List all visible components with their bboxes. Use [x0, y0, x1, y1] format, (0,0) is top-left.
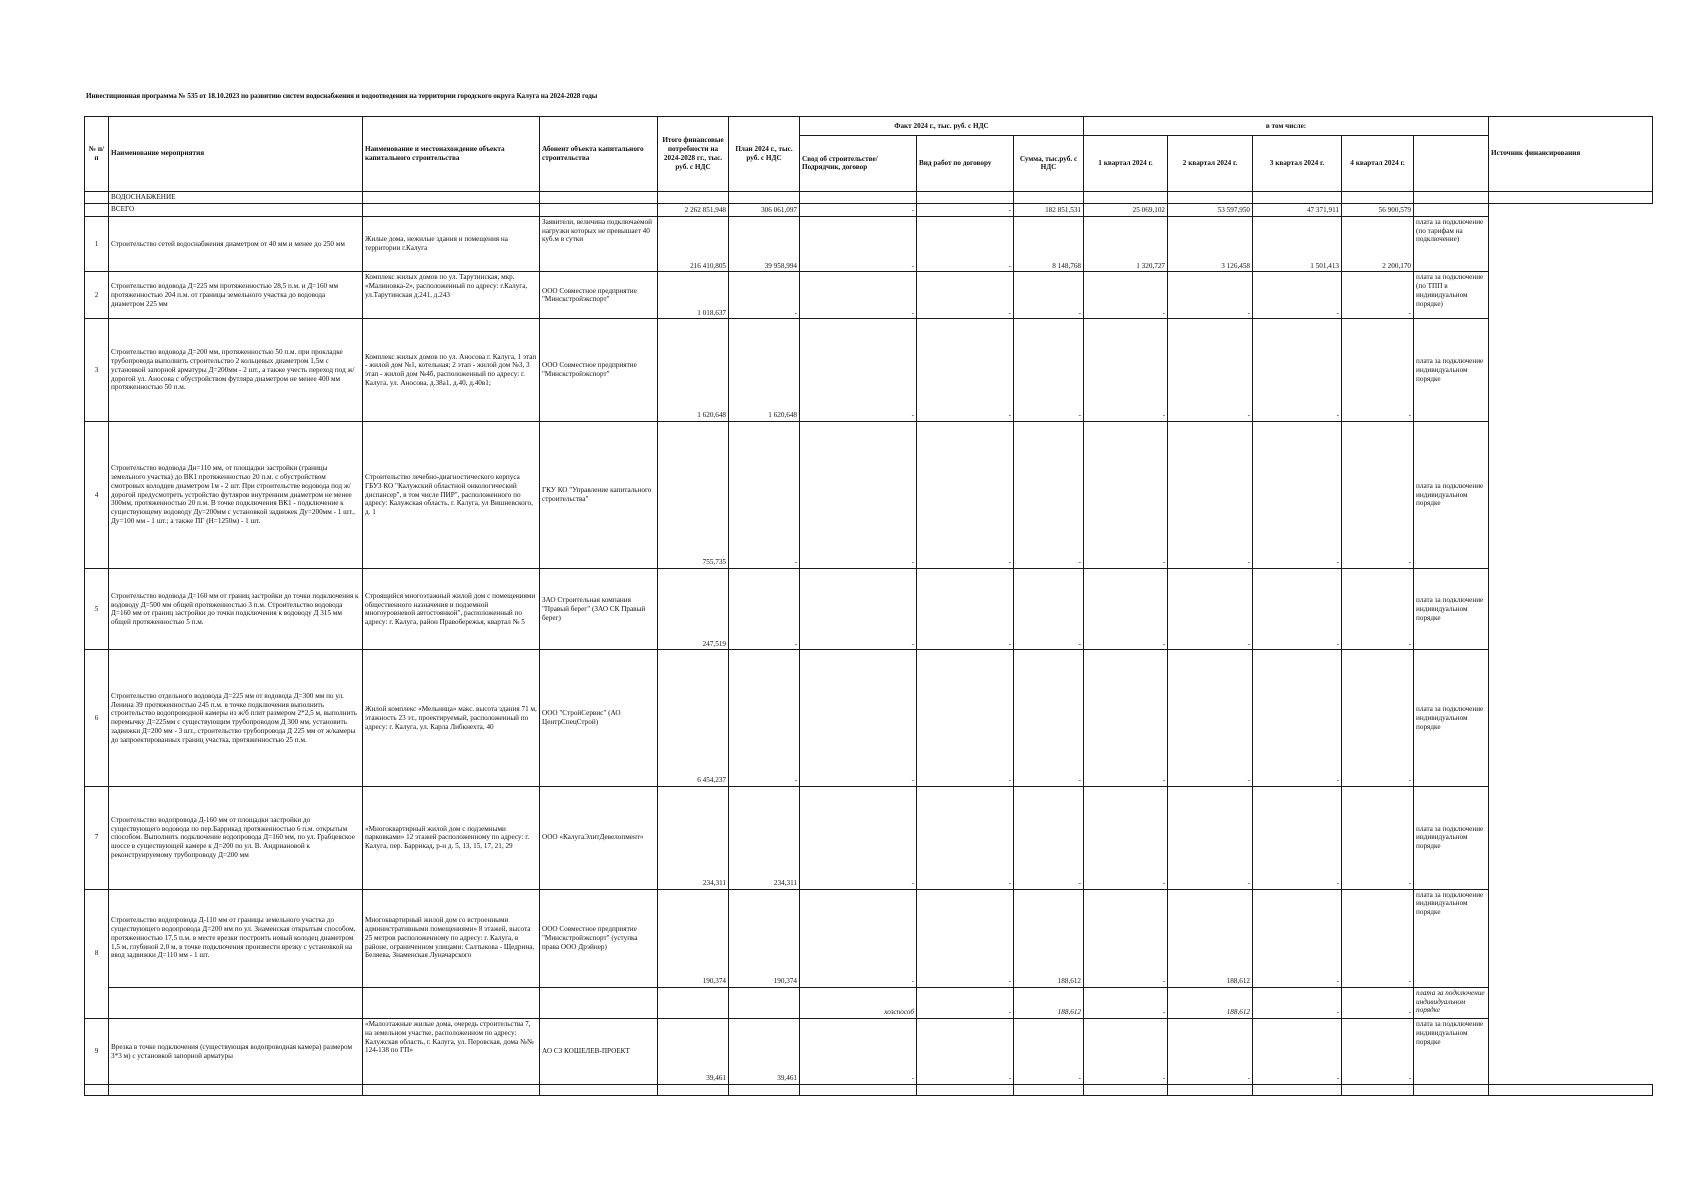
section-total-label: ВСЕГО: [109, 204, 363, 217]
section-q1: 25 069,102: [1084, 204, 1168, 217]
row-subscriber: ГКУ КО "Управление капитального строительства": [540, 421, 658, 568]
row-num: 5: [85, 569, 109, 650]
row-work: -: [917, 1019, 1014, 1085]
row-subscriber: Заявители, величина подключаемой нагрузки которых не превышает 40 куб.м в сутки: [540, 216, 658, 272]
section-q3: 47 371,911: [1253, 204, 1342, 217]
row-object: «Малоэтажные жилые дома, очередь строительства 7, на земельном участке, расположенном по адресу: Калужская область, г. Калуга, ул. Перовская, дома №№ 124-138 по ГП»: [363, 1019, 540, 1085]
subrow-source: плата за подключение индивидуальном порядке: [1414, 987, 1489, 1018]
row-work: -: [917, 889, 1014, 987]
row-q4: -: [1342, 787, 1414, 890]
row-q2: -: [1168, 421, 1253, 568]
row-num: 3: [85, 319, 109, 422]
row-total: 216 410,805: [658, 216, 729, 272]
row-q2: -: [1168, 787, 1253, 890]
header-source: Источник финансирования: [1489, 117, 1653, 192]
header-contractor: Свод об строительстве/ Подрядчик, договор: [800, 136, 917, 192]
header-row-1: [85, 117, 1653, 136]
row-plan: 39,461: [729, 1019, 800, 1085]
row-total: 247,519: [658, 569, 729, 650]
row-q1: -: [1084, 889, 1168, 987]
subrow-work: -: [917, 987, 1014, 1018]
header-q1: 1 квартал 2024 г.: [1084, 136, 1168, 192]
row-subscriber: ООО Совместное предприятие "Минскстройэкспорт" (уступка права ООО Дрэйнер): [540, 889, 658, 987]
row-q1: 1 320,727: [1084, 216, 1168, 272]
row-total: 190,374: [658, 889, 729, 987]
row-num: 2: [85, 272, 109, 319]
row-q1: -: [1084, 319, 1168, 422]
row-subscriber: ООО "СтройСервис" (АО ЦентрСпецСтрой): [540, 650, 658, 787]
row-plan: 234,311: [729, 787, 800, 890]
row-total: 755,735: [658, 421, 729, 568]
row-q3: -: [1253, 272, 1342, 319]
row-plan: -: [729, 272, 800, 319]
row-object: «Многоквартирный жилой дом с подземными парковками» 12 этажей расположенному по адресу: г. Калуга, пер. Баррикад, р-н д. 5, 13, 15, 17, 21, 29: [363, 787, 540, 890]
row-q4: 2 200,170: [1342, 216, 1414, 272]
subrow-q2: 188,612: [1168, 987, 1253, 1018]
row-sum: -: [1014, 272, 1084, 319]
section-plan: 306 061,097: [729, 204, 800, 217]
row-name: Строительство водопровода Д-110 мм от границы земельного участка до существующего водопровода Д=200 мм по ул. Знаменская открытым способом, протяженностью 17,5 п.м. в месте врезки построить новый колодец диаметром 1,5 м, глубиной 2,0 м, в точке подключения произвести врезку с установкой на ввод задвижки Д=110 мм - 1 шт.: [109, 889, 363, 987]
row-object: Комплекс жилых домов по ул. Тарутинская, мкр. «Малиновка-2», расположенный по адресу: г.Калуга, ул.Тарутинская д.241, д.243: [363, 272, 540, 319]
row-total: 39,461: [658, 1019, 729, 1085]
header-q3: 3 квартал 2024 г.: [1253, 136, 1342, 192]
header-incl-group: в том числе:: [1084, 117, 1489, 136]
subrow-q4: -: [1342, 987, 1414, 1018]
row-plan: -: [729, 421, 800, 568]
row-source: плата за подключение (по ТПП в индивидуальном порядке): [1414, 272, 1489, 319]
row-sum: -: [1014, 650, 1084, 787]
row-contractor: -: [800, 319, 917, 422]
row-q4: -: [1342, 889, 1414, 987]
row-q4: -: [1342, 272, 1414, 319]
row-object: Строящийся многоэтажный жилой дом с помещениями общественного назначения и подземной многоуровневой автостоянкой", расположенный по адресу: г. Калуга, район Правобережья, квартал № 5: [363, 569, 540, 650]
row-name: Врезка в точке подключения (существующая водопроводная камера) размером 3*3 м) с установкой запорной арматуры: [109, 1019, 363, 1085]
row-sum: -: [1014, 421, 1084, 568]
row-work: -: [917, 569, 1014, 650]
table-row: [85, 889, 1653, 987]
row-sum: -: [1014, 569, 1084, 650]
row-num: 9: [85, 1019, 109, 1085]
row-source: плата за подключение индивидуальном порядке: [1414, 650, 1489, 787]
section-label: ВОДОСНАБЖЕНИЕ: [109, 191, 363, 204]
row-q3: -: [1253, 569, 1342, 650]
row-source: плата за подключение индивидуальном порядке: [1414, 787, 1489, 890]
row-work: -: [917, 421, 1014, 568]
row-q2: 3 126,458: [1168, 216, 1253, 272]
header-work-type: Вид работ по договору: [917, 136, 1014, 192]
row-plan: 39 958,994: [729, 216, 800, 272]
row-q3: -: [1253, 1019, 1342, 1085]
row-plan: 1 620,648: [729, 319, 800, 422]
row-q4: -: [1342, 1019, 1414, 1085]
row-q2: -: [1168, 272, 1253, 319]
table-row: [85, 569, 1653, 650]
row-num: 6: [85, 650, 109, 787]
row-contractor: -: [800, 787, 917, 890]
row-q2: -: [1168, 650, 1253, 787]
row-q3: -: [1253, 787, 1342, 890]
table-subrow: [85, 987, 1653, 1018]
row-sum: 188,612: [1014, 889, 1084, 987]
table-row-empty: [85, 1085, 1653, 1096]
subrow-q3: -: [1253, 987, 1342, 1018]
row-q3: -: [1253, 889, 1342, 987]
table-row: [85, 787, 1653, 890]
subrow-contractor: хозспособ: [800, 987, 917, 1018]
row-q4: -: [1342, 421, 1414, 568]
row-contractor: -: [800, 889, 917, 987]
row-num: 1: [85, 216, 109, 272]
row-subscriber: ООО Совместное предприятие "Минскстройэкспорт": [540, 272, 658, 319]
table-row: [85, 272, 1653, 319]
section-fact-work: -: [917, 204, 1014, 217]
row-name: Строительство сетей водоснабжения диаметром от 40 мм и менее до 250 мм: [109, 216, 363, 272]
row-plan: 190,374: [729, 889, 800, 987]
row-name: Строительство водопровода Д-160 мм от площадки застройки до существующего водовода по пер.Баррикад протяженностью 6 п.м. открытым способом. Выполнить подключение водопровода Д=160 мм, по ул. Грабцевское шоссе в существующей камере к Д=200 по ул. В. Андриановой к реконструируемому трубопроводу Д=200 мм: [109, 787, 363, 890]
row-q2: -: [1168, 569, 1253, 650]
row-contractor: -: [800, 272, 917, 319]
row-total: 1 018,637: [658, 272, 729, 319]
table-row: [85, 650, 1653, 787]
row-object: Комплекс жилых домов по ул. Аносова г. Калуга, 1 этап - жилой дом №1, котельная; 2 этап - жилой дом №3, 3 этап - жилой дом №4б, расположенный по адресу: г. Калуга, ул. Аносова, д.38а1, д.40, д.40в1;: [363, 319, 540, 422]
row-total: 234,311: [658, 787, 729, 890]
row-work: -: [917, 319, 1014, 422]
row-num: 7: [85, 787, 109, 890]
row-name: Строительство водовода Д=225 мм протяженностью 28,5 п.м. и Д=160 мм протяженностью 204 п.м. от границы земельного участка до водовода диаметром 225 мм: [109, 272, 363, 319]
header-fact-group: Факт 2024 г., тыс. руб. с НДС: [800, 117, 1084, 136]
row-name: Строительство водовода Д=200 мм, протяженностью 50 п.м. при прокладке трубопровода выполнить строительство 2 кольцевых диаметром 1,5м с установкой запорной арматуры Д=200мм - 2 шт., а также учесть переход под ж/дорогой ул. Аносова с обустройством футляра диаметром не менее 400 мм протяженностью 50 п.м.: [109, 319, 363, 422]
row-name: Строительство водовода Д=160 мм от границ застройки до точки подключения к водоводу Д=500 мм общей протяженностью 3 п.м. Строительство водовода Д=160 мм от границ застройки до точки подключения к водоводу Д 315 мм общей протяженностью 5 п.м.: [109, 569, 363, 650]
section-sum: 182 851,531: [1014, 204, 1084, 217]
row-q2: 188,612: [1168, 889, 1253, 987]
row-source: плата за подключение индивидуальном порядке: [1414, 421, 1489, 568]
section-q4: 56 900,579: [1342, 204, 1414, 217]
row-source: плата за подключение индивидуальном порядке: [1414, 319, 1489, 422]
section-total-need: 2 262 851,948: [658, 204, 729, 217]
row-q3: 1 501,413: [1253, 216, 1342, 272]
row-q1: -: [1084, 650, 1168, 787]
row-object: Жилые дома, нежилые здания и помещения на территории г.Калуга: [363, 216, 540, 272]
row-source: плата за подключение (по тарифам на подключение): [1414, 216, 1489, 272]
row-name: Строительство отдельного водовода Д=225 мм от водовода Д=300 мм по ул. Ленина 39 протяженностью 245 п.м. в точке подключения выполнить строительство водопроводной камеры из ж/б плит размером 2*2,5 м, выполнить перемычку Д=225мм с существующим трубопроводом Д 300 мм, установить задвижки Д=200 мм - 3 шт., строительство трубопровода Д 225 мм от ж/камеры до запроектированных границ участка, протяженностью 25 п.м.: [109, 650, 363, 787]
row-total: 6 454,237: [658, 650, 729, 787]
row-q3: -: [1253, 650, 1342, 787]
row-q4: -: [1342, 569, 1414, 650]
header-plan: План 2024 г., тыс. руб. с НДС: [729, 117, 800, 192]
row-source: плата за подключение индивидуальном порядке: [1414, 1019, 1489, 1085]
row-work: -: [917, 650, 1014, 787]
header-total-need: Итого финансовые потребности на 2024-2028 гг., тыс. руб. с НДС: [658, 117, 729, 192]
row-sum: 8 148,768: [1014, 216, 1084, 272]
document-title: Инвестиционная программа № 535 от 18.10.2023 по развитию систем водоснабжения и водоотведения на территории городского округа Калуга на 2024-2028 годы: [86, 92, 598, 100]
header-name: Наименование мероприятия: [109, 117, 363, 192]
row-plan: -: [729, 569, 800, 650]
section-q2: 53 597,950: [1168, 204, 1253, 217]
row-q1: -: [1084, 569, 1168, 650]
row-contractor: -: [800, 216, 917, 272]
row-work: -: [917, 787, 1014, 890]
header-num: № п/п: [85, 117, 109, 192]
row-object: Многоквартирный жилой дом со встроенными административными помещениями» 8 этажей, высота 25 метров расположенному по адресу: г. Калуга, в районе, ограниченном улицами: Салтыкова - Щедрина, Беляева, Знаменская Луначарского: [363, 889, 540, 987]
row-q1: -: [1084, 272, 1168, 319]
row-contractor: -: [800, 421, 917, 568]
header-q2: 2 квартал 2024 г.: [1168, 136, 1253, 192]
row-num: 8: [85, 889, 109, 1019]
investment-program-table: [84, 116, 1653, 1096]
row-subscriber: ООО Совместное предприятие "Минскстройэкспорт": [540, 319, 658, 422]
row-q2: -: [1168, 1019, 1253, 1085]
row-q1: -: [1084, 1019, 1168, 1085]
header-q4: 4 квартал 2024 г.: [1342, 136, 1414, 192]
section-fact-contractor: -: [800, 204, 917, 217]
row-contractor: -: [800, 569, 917, 650]
row-total: 1 620,648: [658, 319, 729, 422]
header-object: Наименование и местонахождение объекта капитального строительства: [363, 117, 540, 192]
row-name: Строительство водовода Дн=110 мм, от площадки застройки (границы земельного участка) до ВК1 протяженностью 20 п.м. с обустройством смотровых колодцев диаметром 1м - 2 шт. При строительстве водовода под ж/дорогой предусмотреть устройство футляров внутренним диаметром не менее 300мм, протяженностью 20 п.м. В точке подключения ВК1 - подключение к существующему водоводу Ду=200мм с установкой задвижек Ду=200мм - 1 шт., Ду=100 мм - 1 шт.; а также ПГ (Н=1250м) - 1 шт.: [109, 421, 363, 568]
row-plan: -: [729, 650, 800, 787]
row-subscriber: ООО «КалугаЭлитДевелопмент»: [540, 787, 658, 890]
row-q4: -: [1342, 319, 1414, 422]
table-row: [85, 1019, 1653, 1085]
row-q2: -: [1168, 319, 1253, 422]
section-total-row: [85, 204, 1653, 217]
row-work: -: [917, 272, 1014, 319]
row-sum: -: [1014, 1019, 1084, 1085]
row-q3: -: [1253, 421, 1342, 568]
row-contractor: -: [800, 650, 917, 787]
row-q1: -: [1084, 421, 1168, 568]
row-object: Жилой комплекс «Мельница» макс. высота здания 71 м, этажность 23 эт., проектируемый, расположенный по адресу: г. Калуга, ул. Карла Либкнехта, 40: [363, 650, 540, 787]
row-sum: -: [1014, 319, 1084, 422]
row-subscriber: ЗАО Строительная компания "Правый берег" (ЗАО СК Правый берег): [540, 569, 658, 650]
table-row: [85, 421, 1653, 568]
row-work: -: [917, 216, 1014, 272]
section-label-row: [85, 191, 1653, 204]
row-num: 4: [85, 421, 109, 568]
subrow-sum: 188,612: [1014, 987, 1084, 1018]
row-contractor: -: [800, 1019, 917, 1085]
row-q4: -: [1342, 650, 1414, 787]
row-sum: -: [1014, 787, 1084, 890]
subrow-q1: -: [1084, 987, 1168, 1018]
row-q3: -: [1253, 319, 1342, 422]
row-source: плата за подключение индивидуальном порядке: [1414, 569, 1489, 650]
row-source: плата за подключение индивидуальном порядке: [1414, 889, 1489, 987]
row-subscriber: АО СЗ КОШЕЛЕВ-ПРОЕКТ: [540, 1019, 658, 1085]
table-row: [85, 319, 1653, 422]
header-sum: Сумма, тыс.руб. с НДС: [1014, 136, 1084, 192]
header-subscriber: Абонент объекта капитального строительства: [540, 117, 658, 192]
row-q1: -: [1084, 787, 1168, 890]
table-row: [85, 216, 1653, 272]
row-object: Строительство лечебно-диагностического корпуса ГБУЗ КО "Калужский областной онкологический диспансер", в том числе ПИР", расположенного по адресу: Калужская область, г. Калуга, ул Вишневского, д. 1: [363, 421, 540, 568]
